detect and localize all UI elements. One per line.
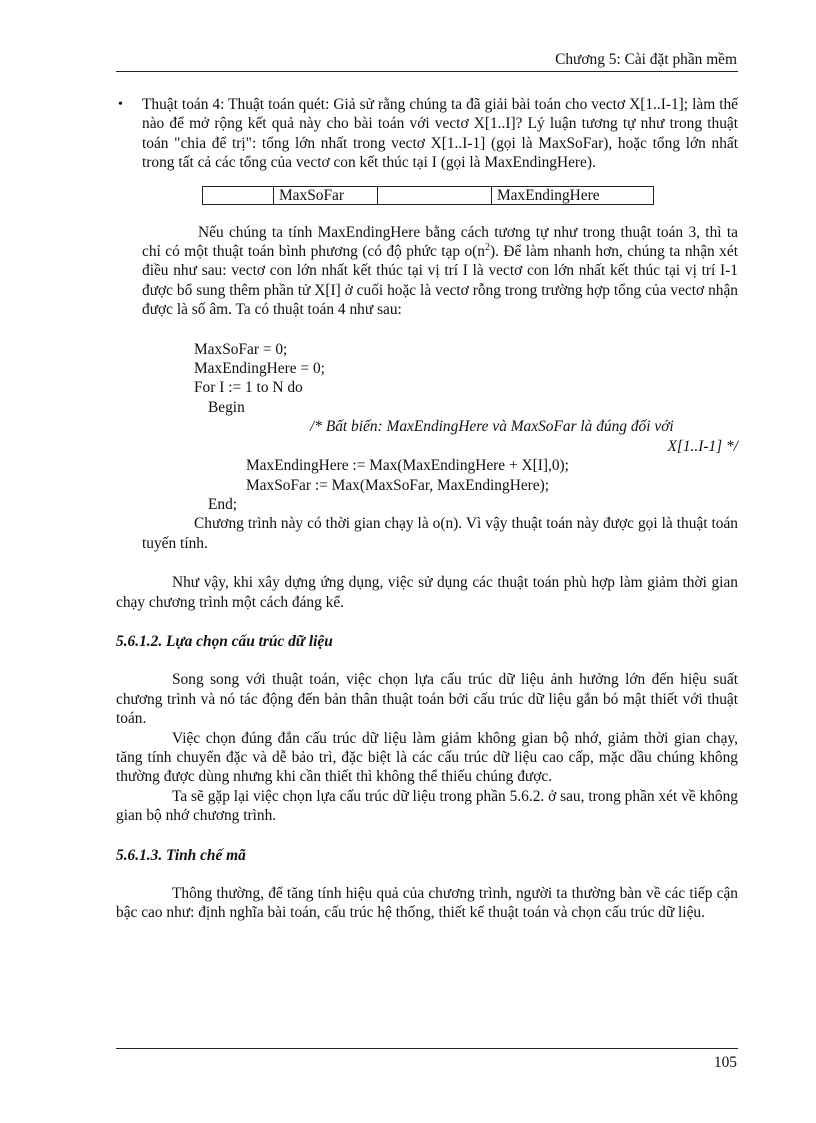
paragraph: Như vậy, khi xây dựng ứng dụng, việc sử dụng các thuật toán phù hợp làm giảm thời gian chạy chương trình một cách đáng kể.	[116, 574, 738, 611]
variable-table	[202, 186, 654, 205]
code-line: MaxSoFar := Max(MaxSoFar, MaxEndingHere);	[246, 476, 550, 494]
section-heading: 5.6.1.3. Tinh chế mã	[116, 846, 246, 864]
code-line: Begin	[208, 398, 245, 416]
code-comment: /* Bất biến: MaxEndingHere và MaxSoFar là đúng đối với	[310, 418, 674, 436]
code-comment: X[1..I-1] */	[667, 437, 738, 455]
table-row	[203, 186, 654, 204]
paragraph-text: ). Để làm nhanh hơn, chúng ta nhận xét điều như sau: vectơ con lớn nhất kết thúc tại vị trí I là vectơ con lớn nhất kết thúc tại vị trí I-1 được bổ sung thêm phần tử X[I] ở cuối hoặc là vectơ rỗng trong trường hợp tổng của vectơ nhận được là số âm. Ta có thuật toán 4 như sau:	[142, 243, 738, 319]
footer-rule	[116, 1048, 738, 1049]
paragraph: Song song với thuật toán, việc chọn lựa cấu trúc dữ liệu ảnh hưởng lớn đến hiệu suất chương trình và nó tác động đến bản thân thuật toán bởi cấu trúc dữ liệu gắn bó mật thiết với thuật toán.	[116, 671, 738, 728]
bullet-icon: •	[118, 97, 123, 112]
paragraph: Thông thường, để tăng tính hiệu quả của chương trình, người ta thường bàn về các tiếp cận bậc cao như: định nghĩa bài toán, cấu trúc hệ thống, thiết kế thuật toán và chọn cấu trúc dữ liệu.	[116, 885, 738, 922]
paragraph-text: Nếu chúng ta tính MaxEndingHere bằng cách tương tự như trong thuật toán 3, thì ta chỉ có một thuật toán bình phương (có độ phức tạp o(n	[142, 223, 738, 261]
paragraph: Ta sẽ gặp lại việc chọn lựa cấu trúc dữ liệu trong phần 5.6.2. ở sau, trong phần xét về không gian bộ nhớ chương trình.	[116, 787, 738, 825]
table-cell	[203, 186, 274, 204]
bullet-text: Thuật toán 4: Thuật toán quét: Giả sử rằng chúng ta đã giải bài toán cho vectơ X[1..I-1]; làm thế nào để mở rộng kết quả này cho bài toán với vectơ X[1..I]? Lý luận tương tự như trong thuật toán "chia để trị": tổng lớn nhất trong vectơ X[1..I-1] (gọi là MaxSoFar), hoặc tổng lớn nhất trong tất cả các tổng của vectơ con kết thúc tại I (gọi là MaxEndingHere).	[142, 96, 738, 172]
paragraph: Chương trình này có thời gian chạy là o(n). Vì vậy thuật toán này được gọi là thuật toán tuyến tính.	[142, 515, 738, 552]
table-cell: MaxSoFar	[274, 186, 378, 204]
superscript: 2	[485, 241, 490, 253]
paragraph: Việc chọn đúng đắn cấu trúc dữ liệu làm giảm không gian bộ nhớ, giảm thời gian chạy, tăng tính chuyển đặc và dễ bảo trì, đặc biệt là các cấu trúc dữ liệu cao cấp, mặc dầu chúng không thường được dùng nhưng khi cần thiết thì không thể thiếu chúng được.	[116, 729, 738, 786]
page-content	[116, 95, 738, 923]
code-line: MaxEndingHere := Max(MaxEndingHere + X[I],0);	[246, 457, 569, 475]
code-line: For I := 1 to N do	[194, 379, 303, 397]
table-cell	[378, 186, 492, 204]
bullet-algorithm-4	[116, 95, 738, 173]
code-line: MaxSoFar = 0;	[194, 340, 288, 358]
section-heading: 5.6.1.2. Lựa chọn cấu trúc dữ liệu	[116, 632, 333, 650]
chapter-header: Chương 5: Cài đặt phần mềm	[555, 51, 737, 68]
page-number: 105	[713, 1054, 737, 1071]
paragraph	[116, 223, 738, 320]
table-cell: MaxEndingHere	[492, 186, 654, 204]
code-line: End;	[208, 495, 238, 513]
code-line: MaxEndingHere = 0;	[194, 360, 325, 378]
header-rule	[116, 71, 738, 72]
code-block	[116, 340, 738, 515]
